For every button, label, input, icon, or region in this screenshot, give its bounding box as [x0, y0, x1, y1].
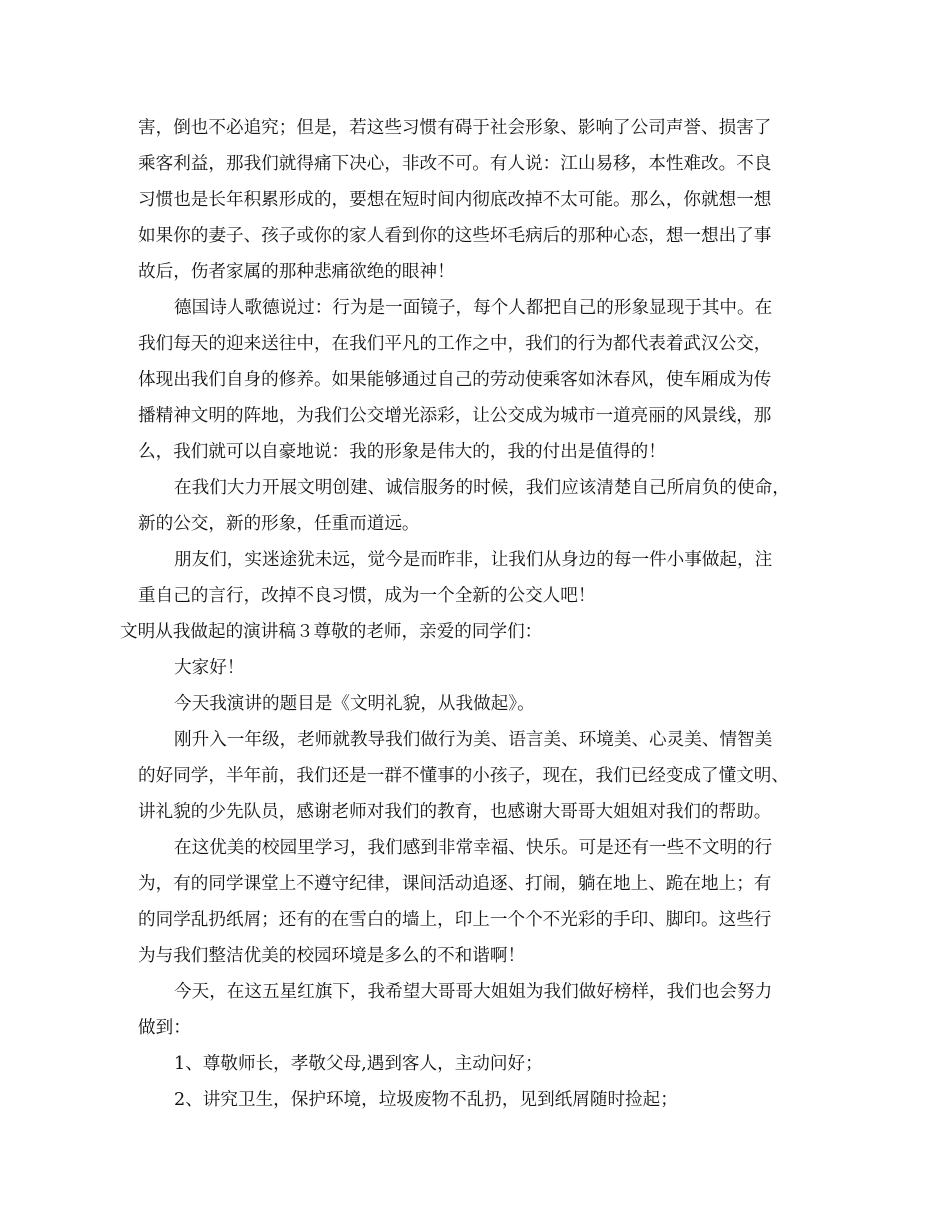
text-line: 为与我们整洁优美的校园环境是多么的不和谐啊！ [138, 946, 526, 966]
paragraph-start-line: 在这优美的校园里学习，我们感到非常幸福、快乐。可是还有一些不文明的行 [174, 838, 773, 858]
text-line: 么，我们就可以自豪地说：我的形象是伟大的，我的付出是值得的！ [138, 442, 666, 462]
text-line: 体现出我们自身的修养。如果能够通过自己的劳动使乘客如沐春风，使车厢成为传 [138, 370, 772, 390]
text-line: 的同学乱扔纸屑；还有的在雪白的墙上，印上一个个不光彩的手印、脚印。这些行 [138, 910, 772, 930]
paragraph-start-line: 刚升入一年级，老师就教导我们做行为美、语言美、环境美、心灵美、情智美 [174, 730, 773, 750]
text-line: 故后，伤者家属的那种悲痛欲绝的眼神！ [138, 262, 455, 282]
text-line: 新的公交，新的形象，任重而道远。 [138, 514, 420, 534]
text-line: 如果你的妻子、孩子或你的家人看到你的这些坏毛病后的那种心态，想一想出了事 [138, 226, 772, 246]
text-line: 的好同学，半年前，我们还是一群不懂事的小孩子，现在，我们已经变成了懂文明、 [138, 766, 789, 786]
text-line: 重自己的言行，改掉不良习惯，成为一个全新的公交人吧！ [138, 586, 596, 606]
paragraph-start-line: 德国诗人歌德说过：行为是一面镜子，每个人都把自己的形象显现于其中。在 [174, 298, 773, 318]
text-line: 乘客利益，那我们就得痛下决心，非改不可。有人说：江山易移，本性难改。不良 [138, 154, 772, 174]
paragraph-start-line: 今天我演讲的题目是《文明礼貌，从我做起》。 [174, 694, 535, 714]
text-line: 讲礼貌的少先队员，感谢老师对我们的教育，也感谢大哥哥大姐姐对我们的帮助。 [138, 802, 772, 822]
paragraph-start-line: 在我们大力开展文明创建、诚信服务的时候，我们应该清楚自己所肩负的使命， [174, 478, 790, 498]
paragraph-start-line: 朋友们，实迷途犹未远，觉今是而昨非，让我们从身边的每一件小事做起，注 [174, 550, 773, 570]
text-line: 为，有的同学课堂上不遵守纪律，课间活动追逐、打闹，躺在地上、跪在地上；有 [138, 874, 772, 894]
list-item: 2、讲究卫生，保护环境，垃圾废物不乱扔，见到纸屑随时捡起； [174, 1090, 678, 1110]
text-line: 我们每天的迎来送往中，在我们平凡的工作之中，我们的行为都代表着武汉公交， [138, 334, 772, 354]
text-line: 害，倒也不必追究；但是，若这些习惯有碍于社会形象、影响了公司声誉、损害了 [138, 118, 772, 138]
text-line: 做到： [138, 1018, 191, 1038]
section-heading-line: 文明从我做起的演讲稿３尊敬的老师，亲爱的同学们： [120, 622, 543, 642]
greeting-line: 大家好！ [174, 658, 245, 678]
paragraph-start-line: 今天，在这五星红旗下，我希望大哥哥大姐姐为我们做好榜样，我们也会努力 [174, 982, 773, 1002]
list-item: 1、尊敬师长，孝敬父母,遇到客人，主动问好； [174, 1054, 543, 1074]
text-line: 习惯也是长年积累形成的，要想在短时间内彻底改掉不太可能。那么，你就想一想 [138, 190, 772, 210]
text-line: 播精神文明的阵地，为我们公交增光添彩，让公交成为城市一道亮丽的风景线，那 [138, 406, 772, 426]
